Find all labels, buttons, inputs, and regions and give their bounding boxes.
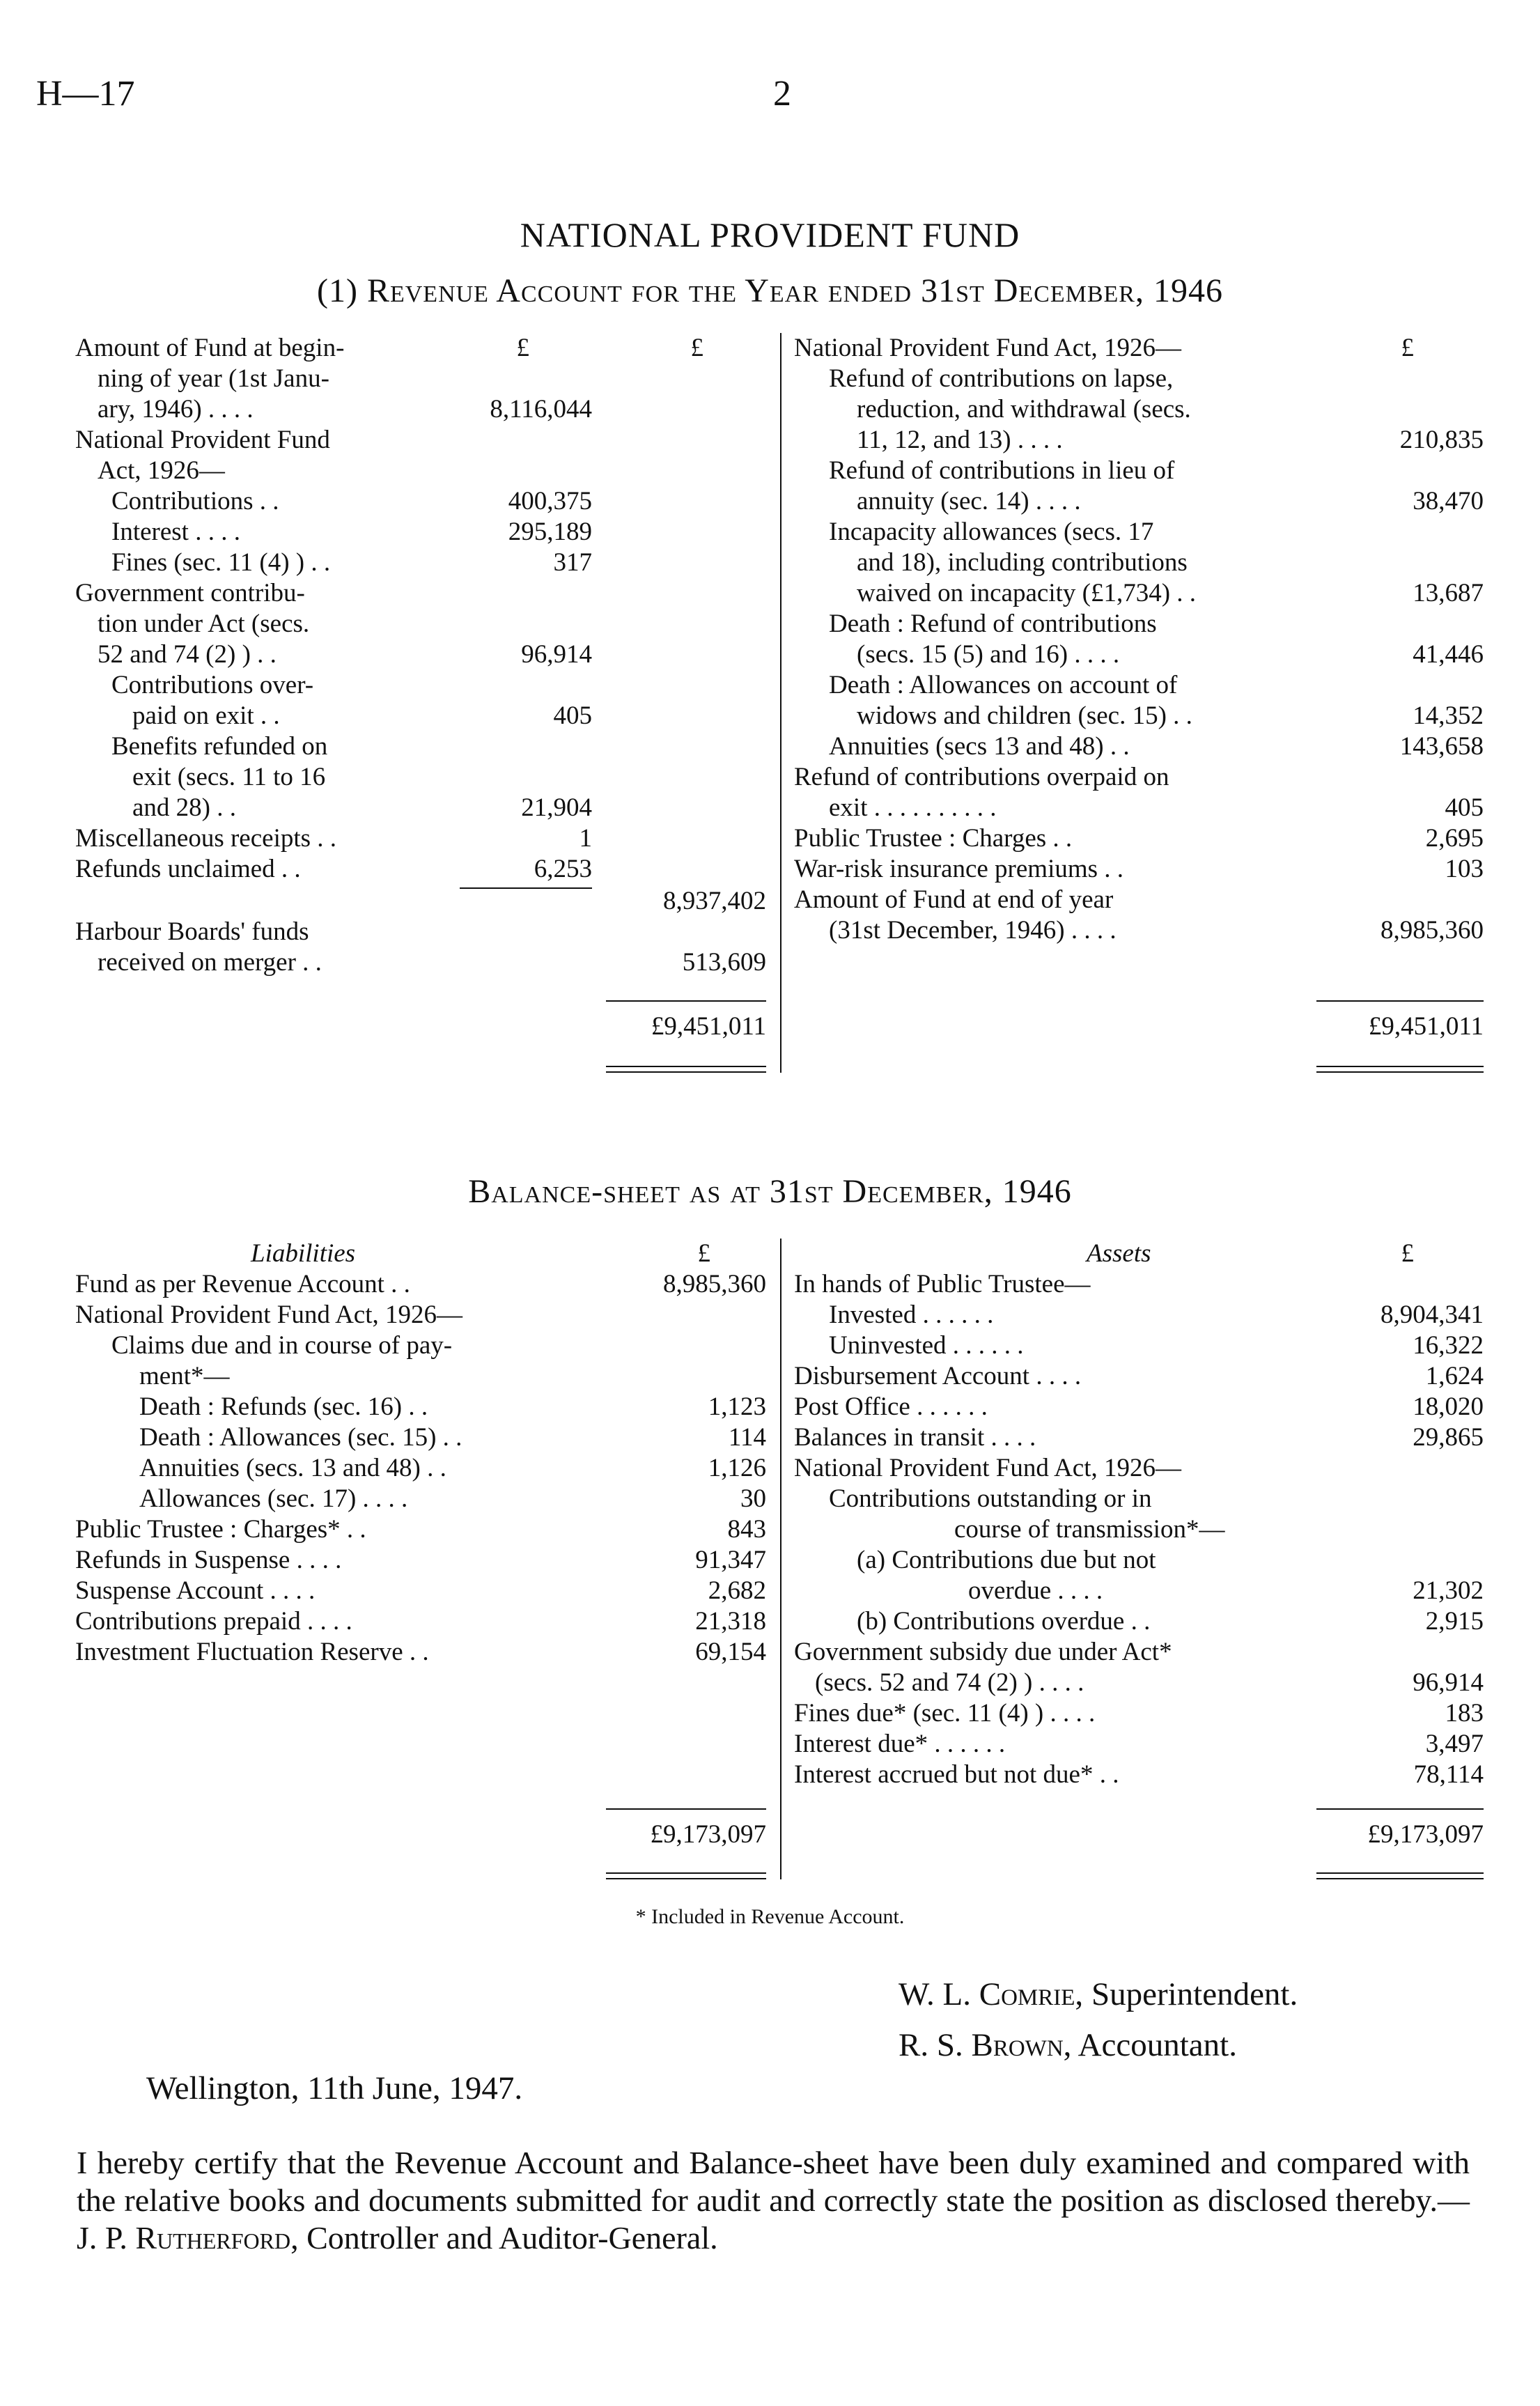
- rev-right-line: reduction, and withdrawal (secs.: [857, 395, 1191, 424]
- asset-value: 16,322: [1413, 1331, 1484, 1360]
- asset-line: National Provident Fund Act, 1926—: [794, 1454, 1181, 1482]
- assets-heading: Assets: [1087, 1239, 1151, 1268]
- liab-value: 114: [728, 1423, 766, 1452]
- rev-right-line: and 18), including contributions: [857, 548, 1188, 577]
- double-rule: [1316, 1878, 1484, 1879]
- rev-right-value: 405: [1445, 793, 1484, 822]
- signature-superintendent: [899, 1975, 1298, 2014]
- rev-left-line: Government contribu-: [75, 579, 305, 607]
- liab-line: Death : Allowances (sec. 15) . .: [139, 1423, 462, 1452]
- asset-line: Balances in transit . . . .: [794, 1423, 1036, 1452]
- rev-right-value: 143,658: [1399, 732, 1484, 761]
- rev-left-line: Contributions . .: [111, 487, 279, 515]
- liab-line: Public Trustee : Charges* . .: [75, 1515, 366, 1544]
- rev-right-line: War-risk insurance premiums . .: [794, 855, 1124, 883]
- audit-certificate: [77, 2144, 1470, 2257]
- liab-value: 2,682: [708, 1576, 766, 1605]
- liab-line: ment*—: [139, 1362, 230, 1390]
- asset-line: Uninvested . . . . . .: [829, 1331, 1024, 1360]
- balance-title: Balance-sheet as at 31st December, 1946: [468, 1173, 1072, 1210]
- liab-value: 21,318: [695, 1607, 766, 1636]
- liab-value: 1,126: [708, 1454, 766, 1482]
- asset-line: Government subsidy due under Act*: [794, 1638, 1172, 1666]
- asset-value: 78,114: [1413, 1760, 1484, 1789]
- double-rule: [606, 1872, 766, 1874]
- rev-left-line: Act, 1926—: [98, 456, 225, 485]
- double-rule: [1316, 1066, 1484, 1067]
- place-date: Wellington, 11th June, 1947.: [146, 2070, 523, 2106]
- rev-right-line: Death : Allowances on account of: [829, 671, 1178, 699]
- rev-left-value: 96,914: [521, 640, 592, 669]
- document-reference: H—17: [36, 74, 135, 114]
- rev-right-line: Refund of contributions in lieu of: [829, 456, 1175, 485]
- asset-value: 2,915: [1425, 1607, 1484, 1636]
- rev-right-line: Death : Refund of contributions: [829, 610, 1157, 638]
- asset-line: Invested . . . . . .: [829, 1301, 994, 1329]
- rev-left-line: Refunds unclaimed . .: [75, 855, 301, 883]
- rev-right-value: 2,695: [1425, 824, 1484, 853]
- revenue-left-pound-col2: £: [690, 334, 703, 362]
- rev-left-value: 8,937,402: [663, 887, 766, 915]
- auditor-title: Controller and Auditor-General.: [298, 2220, 718, 2256]
- rev-right-line: Amount of Fund at end of year: [794, 885, 1114, 914]
- rev-right-value: 8,985,360: [1380, 916, 1484, 945]
- liab-value: 69,154: [695, 1638, 766, 1666]
- rev-right-total: £9,451,011: [1368, 1012, 1484, 1041]
- asset-line: Post Office . . . . . .: [794, 1392, 988, 1421]
- rev-right-line: Refund of contributions overpaid on: [794, 763, 1169, 791]
- rev-right-line: (31st December, 1946) . . . .: [829, 916, 1117, 945]
- liab-line: Investment Fluctuation Reserve . .: [75, 1638, 429, 1666]
- rev-left-line: and 28) . .: [132, 793, 236, 822]
- assets-pound-col: £: [1401, 1239, 1414, 1268]
- rev-right-value: 210,835: [1399, 426, 1484, 454]
- double-rule: [606, 1878, 766, 1879]
- rev-left-line: received on merger . .: [98, 948, 322, 977]
- footnote: * Included in Revenue Account.: [635, 1905, 905, 1928]
- asset-line: Interest accrued but not due* . .: [794, 1760, 1119, 1789]
- signatory-title: Accountant.: [1071, 2027, 1237, 2063]
- rev-left-value: 317: [553, 548, 592, 577]
- asset-line: (secs. 52 and 74 (2) ) . . . .: [815, 1668, 1084, 1697]
- page-number: 2: [773, 74, 791, 114]
- certificate-text: I hereby certify that the Revenue Account and Balance-sheet have been duly examined and compared with the relative books and documents submitted for audit and correctly state the position as disclosed thereby.—J. P.: [77, 2145, 1470, 2256]
- total-rule: [1316, 1808, 1484, 1810]
- asset-value: 3,497: [1425, 1730, 1484, 1758]
- liab-line: Annuities (secs. 13 and 48) . .: [139, 1454, 446, 1482]
- liab-line: Contributions prepaid . . . .: [75, 1607, 352, 1636]
- signature-accountant: [899, 2026, 1237, 2065]
- rev-left-line: paid on exit . .: [132, 701, 280, 730]
- rev-right-line: (secs. 15 (5) and 16) . . . .: [857, 640, 1120, 669]
- rev-left-line: 52 and 74 (2) ) . .: [98, 640, 277, 669]
- total-rule: [1316, 1000, 1484, 1002]
- asset-line: overdue . . . .: [968, 1576, 1103, 1605]
- rev-right-line: Annuities (secs 13 and 48) . .: [829, 732, 1130, 761]
- asset-line: (a) Contributions due but not: [857, 1546, 1156, 1574]
- asset-line: Contributions outstanding or in: [829, 1484, 1152, 1513]
- rev-right-value: 103: [1445, 855, 1484, 883]
- asset-total: £9,173,097: [1367, 1820, 1484, 1849]
- signatory-name: R. S. Brown,: [899, 2027, 1072, 2063]
- rev-right-line: exit . . . . . . . . . .: [829, 793, 997, 822]
- asset-line: Interest due* . . . . . .: [794, 1730, 1006, 1758]
- rev-left-line: Fines (sec. 11 (4) ) . .: [111, 548, 331, 577]
- liab-value: 91,347: [695, 1546, 766, 1574]
- liab-line: Suspense Account . . . .: [75, 1576, 316, 1605]
- rev-left-line: ning of year (1st Janu-: [98, 364, 329, 393]
- asset-line: In hands of Public Trustee—: [794, 1270, 1091, 1298]
- liab-value: 1,123: [708, 1392, 766, 1421]
- liab-value: 8,985,360: [663, 1270, 766, 1298]
- asset-value: 96,914: [1413, 1668, 1484, 1697]
- double-rule: [1316, 1071, 1484, 1073]
- liab-line: National Provident Fund Act, 1926—: [75, 1301, 462, 1329]
- liab-line: Refunds in Suspense . . . .: [75, 1546, 342, 1574]
- double-rule: [606, 1071, 766, 1073]
- liab-line: Claims due and in course of pay-: [111, 1331, 453, 1360]
- asset-value: 8,904,341: [1380, 1301, 1484, 1329]
- rev-right-line: Public Trustee : Charges . .: [794, 824, 1073, 853]
- rev-right-line: 11, 12, and 13) . . . .: [857, 426, 1063, 454]
- revenue-title: (1) Revenue Account for the Year ended 31st December, 1946: [317, 272, 1223, 309]
- liab-line: Fund as per Revenue Account . .: [75, 1270, 410, 1298]
- rev-left-line: Contributions over-: [111, 671, 314, 699]
- asset-line: Disbursement Account . . . .: [794, 1362, 1082, 1390]
- rev-right-line: waived on incapacity (£1,734) . .: [857, 579, 1197, 607]
- fund-title: NATIONAL PROVIDENT FUND: [520, 215, 1020, 254]
- rev-left-line: Interest . . . .: [111, 518, 240, 546]
- revenue-right-pound-col: £: [1401, 334, 1414, 362]
- liab-line: Allowances (sec. 17) . . . .: [139, 1484, 408, 1513]
- liab-line: Death : Refunds (sec. 16) . .: [139, 1392, 428, 1421]
- column-divider: [780, 1239, 781, 1879]
- signatory-title: Superintendent.: [1083, 1976, 1298, 2012]
- rev-left-line: exit (secs. 11 to 16: [132, 763, 326, 791]
- rev-right-line: annuity (sec. 14) . . . .: [857, 487, 1081, 515]
- rev-right-line: widows and children (sec. 15) . .: [857, 701, 1192, 730]
- double-rule: [1316, 1872, 1484, 1874]
- liab-value: 843: [727, 1515, 766, 1544]
- rev-right-value: 41,446: [1413, 640, 1484, 669]
- rev-right-line: National Provident Fund Act, 1926—: [794, 334, 1181, 362]
- asset-line: Fines due* (sec. 11 (4) ) . . . .: [794, 1699, 1096, 1728]
- rev-left-value: 400,375: [508, 487, 592, 515]
- rev-left-line: Amount of Fund at begin-: [75, 334, 345, 362]
- asset-value: 183: [1445, 1699, 1484, 1728]
- liab-total: £9,173,097: [650, 1820, 766, 1849]
- rev-right-value: 14,352: [1413, 701, 1484, 730]
- rev-left-value: 405: [553, 701, 592, 730]
- liab-value: 30: [740, 1484, 766, 1513]
- rev-left-value: 295,189: [508, 518, 592, 546]
- rev-right-value: 13,687: [1413, 579, 1484, 607]
- asset-value: 21,302: [1413, 1576, 1484, 1605]
- rev-left-line: Harbour Boards' funds: [75, 917, 309, 946]
- rev-left-value: 1: [579, 824, 592, 853]
- asset-line: course of transmission*—: [954, 1515, 1225, 1544]
- asset-value: 18,020: [1413, 1392, 1484, 1421]
- auditor-name: Rutherford,: [135, 2220, 299, 2256]
- rev-left-value: 8,116,044: [490, 395, 592, 424]
- asset-value: 1,624: [1425, 1362, 1484, 1390]
- rev-left-line: tion under Act (secs.: [98, 610, 310, 638]
- rev-left-total: £9,451,011: [651, 1012, 766, 1041]
- rev-right-line: Refund of contributions on lapse,: [829, 364, 1174, 393]
- total-rule: [606, 1000, 766, 1002]
- rev-right-value: 38,470: [1413, 487, 1484, 515]
- liabilities-pound-col: £: [697, 1239, 710, 1268]
- asset-line: (b) Contributions overdue . .: [857, 1607, 1151, 1636]
- rev-left-line: Miscellaneous receipts . .: [75, 824, 337, 853]
- rev-left-value: 21,904: [521, 793, 592, 822]
- total-rule: [606, 1808, 766, 1810]
- rev-left-value: 6,253: [534, 855, 592, 883]
- rev-left-line: Benefits refunded on: [111, 732, 328, 761]
- signatory-name: W. L. Comrie,: [899, 1976, 1084, 2012]
- rev-left-line: National Provident Fund: [75, 426, 330, 454]
- rev-left-value: 513,609: [682, 948, 766, 977]
- subtotal-rule: [460, 887, 592, 889]
- liabilities-heading: Liabilities: [251, 1239, 356, 1268]
- rev-right-line: Incapacity allowances (secs. 17: [829, 518, 1154, 546]
- column-divider: [780, 333, 781, 1073]
- asset-value: 29,865: [1413, 1423, 1484, 1452]
- double-rule: [606, 1066, 766, 1067]
- revenue-left-pound-col1: £: [516, 334, 529, 362]
- rev-left-line: ary, 1946) . . . .: [98, 395, 254, 424]
